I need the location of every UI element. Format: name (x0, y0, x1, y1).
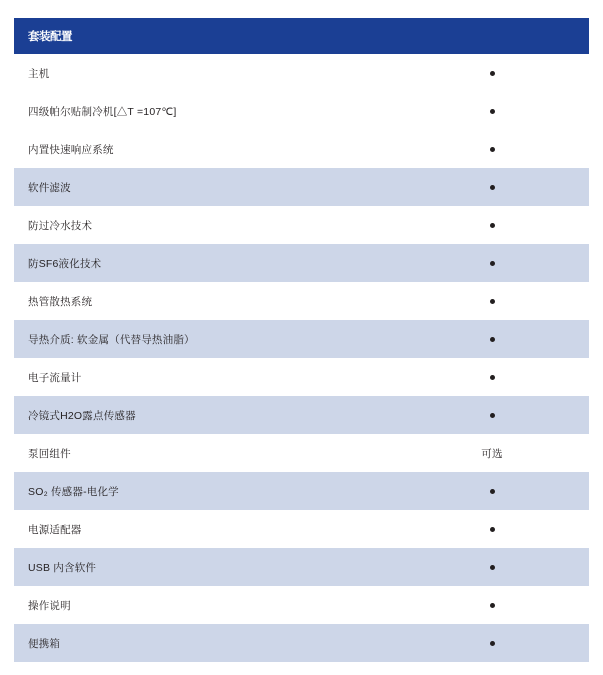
included-dot-icon (395, 472, 589, 510)
bullet-icon (490, 527, 495, 532)
config-item-label: 导热介质: 软金属（代替导热油脂） (14, 320, 395, 358)
table-row (14, 510, 589, 548)
config-item-label: 电源适配器 (14, 510, 395, 548)
table-row (14, 92, 589, 130)
config-item-label: 四级帕尔贴制冷机[△T =107℃] (14, 92, 395, 130)
config-item-label: 防SF6液化技术 (14, 244, 395, 282)
bullet-icon (490, 375, 495, 380)
included-dot-icon (395, 206, 589, 244)
config-item-label: 防过冷水技术 (14, 206, 395, 244)
bullet-icon (490, 147, 495, 152)
included-dot-icon (395, 92, 589, 130)
table-row (14, 168, 589, 206)
table-row (14, 130, 589, 168)
bullet-icon (490, 109, 495, 114)
config-item-label: 操作说明 (14, 586, 395, 624)
config-item-label: 冷镜式H2O露点传感器 (14, 396, 395, 434)
bullet-icon (490, 413, 495, 418)
table-row (14, 548, 589, 586)
config-item-label: SO₂ 传感器-电化学 (14, 472, 395, 510)
bullet-icon (490, 71, 495, 76)
config-item-label: 主机 (14, 54, 395, 92)
table-title: 套装配置 (14, 18, 395, 54)
table-body (14, 54, 589, 662)
included-dot-icon (395, 548, 589, 586)
bullet-icon (490, 641, 495, 646)
table-row (14, 206, 589, 244)
included-dot-icon (395, 510, 589, 548)
table-row (14, 624, 589, 662)
included-dot-icon (395, 244, 589, 282)
included-dot-icon (395, 624, 589, 662)
config-item-label: 便携箱 (14, 624, 395, 662)
table-row (14, 282, 589, 320)
bullet-icon (490, 489, 495, 494)
config-item-label: 软件滤波 (14, 168, 395, 206)
included-dot-icon (395, 396, 589, 434)
table-row (14, 358, 589, 396)
config-item-label: 电子流量计 (14, 358, 395, 396)
configuration-table (14, 18, 589, 662)
table-row (14, 586, 589, 624)
config-item-label: 内置快速响应系统 (14, 130, 395, 168)
included-dot-icon (395, 282, 589, 320)
config-item-label: 热管散热系统 (14, 282, 395, 320)
config-item-label: 泵回组件 (14, 434, 395, 472)
bullet-icon (490, 603, 495, 608)
config-option-label: 可选 (395, 434, 589, 472)
table-row (14, 54, 589, 92)
included-dot-icon (395, 168, 589, 206)
table-row (14, 434, 589, 472)
table-header-row (14, 18, 589, 54)
table-row (14, 396, 589, 434)
bullet-icon (490, 185, 495, 190)
table-row (14, 244, 589, 282)
table-mark-header (395, 18, 589, 54)
bullet-icon (490, 337, 495, 342)
bullet-icon (490, 223, 495, 228)
included-dot-icon (395, 130, 589, 168)
table-row (14, 320, 589, 358)
included-dot-icon (395, 320, 589, 358)
bullet-icon (490, 299, 495, 304)
bullet-icon (490, 261, 495, 266)
included-dot-icon (395, 586, 589, 624)
included-dot-icon (395, 54, 589, 92)
bullet-icon (490, 565, 495, 570)
config-item-label: USB 内含软件 (14, 548, 395, 586)
included-dot-icon (395, 358, 589, 396)
table-row (14, 472, 589, 510)
